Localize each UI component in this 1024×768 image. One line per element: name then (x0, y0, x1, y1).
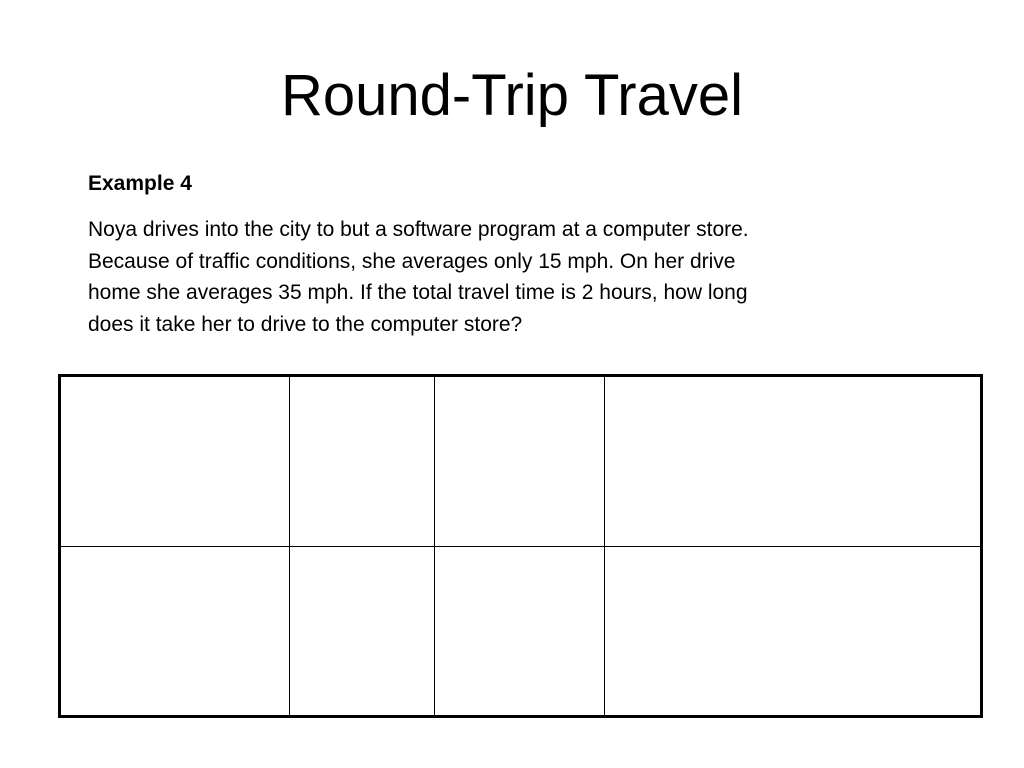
table-cell (60, 376, 290, 547)
problem-statement (88, 214, 928, 340)
problem-line: does it take her to drive to the computer store? (88, 312, 523, 336)
example-label: Example 4 (88, 172, 192, 195)
table-cell (60, 546, 290, 717)
problem-line: Noya drives into the city to but a software program at a computer store. (88, 218, 749, 241)
table-row (60, 546, 982, 717)
table-cell (605, 546, 982, 717)
rate-time-distance-table (58, 374, 983, 718)
table-cell (605, 376, 982, 547)
problem-line: home she averages 35 mph. If the total travel time is 2 hours, how long (88, 281, 748, 304)
table-cell (435, 546, 605, 717)
table-row (60, 376, 982, 547)
table-cell (290, 546, 435, 717)
slide-title: Round-Trip Travel (280, 63, 744, 128)
table-cell (290, 376, 435, 547)
problem-line: Because of traffic conditions, she averages only 15 mph. On her drive (88, 249, 736, 273)
table-cell (435, 376, 605, 547)
